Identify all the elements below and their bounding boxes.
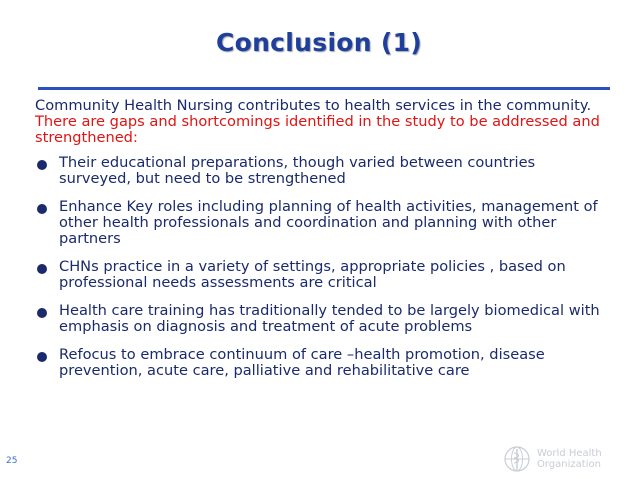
list-item (35, 199, 610, 247)
list-item-text: Their educational preparations, though varied between countries surveyed, but need to be strengthened (59, 154, 536, 187)
list-item (35, 303, 610, 335)
page-number: 25 (6, 456, 18, 466)
list-item (35, 155, 610, 187)
list-item (35, 347, 610, 379)
list-item-text: Health care training has traditionally tended to be largely biomedical with emphasis on diagnosis and treatment of acute problems (59, 302, 600, 335)
title-divider (38, 87, 610, 90)
list-item-text: CHNs practice in a variety of settings, appropriate policies , based on professional needs assessments are critical (59, 258, 566, 291)
list-item (35, 259, 610, 291)
bullet-list (35, 155, 610, 379)
who-logo-text (537, 448, 602, 470)
intro-paragraph (35, 98, 610, 146)
who-logo-line2: Organization (537, 459, 601, 470)
list-item-text: Enhance Key roles including planning of health activities, management of other health professionals and coordination and planning with other partners (59, 198, 598, 247)
who-emblem-icon (503, 445, 531, 473)
intro-highlight: There are gaps and shortcomings identified in the study to be addressed and strengthened: (35, 113, 600, 146)
bullet-dot-icon (37, 264, 47, 274)
bullet-dot-icon (37, 352, 47, 362)
slide-title: Conclusion (1) (215, 28, 423, 57)
bullet-dot-icon (37, 308, 47, 318)
list-item-text: Refocus to embrace continuum of care –health promotion, disease prevention, acute care, palliative and rehabilitative care (59, 346, 545, 379)
who-logo (503, 443, 633, 475)
who-logo-line1: World Health (537, 448, 602, 459)
intro-text: Community Health Nursing contributes to health services in the community. (35, 97, 592, 114)
bullet-dot-icon (37, 204, 47, 214)
bullet-dot-icon (37, 160, 47, 170)
slide-content (35, 98, 610, 391)
